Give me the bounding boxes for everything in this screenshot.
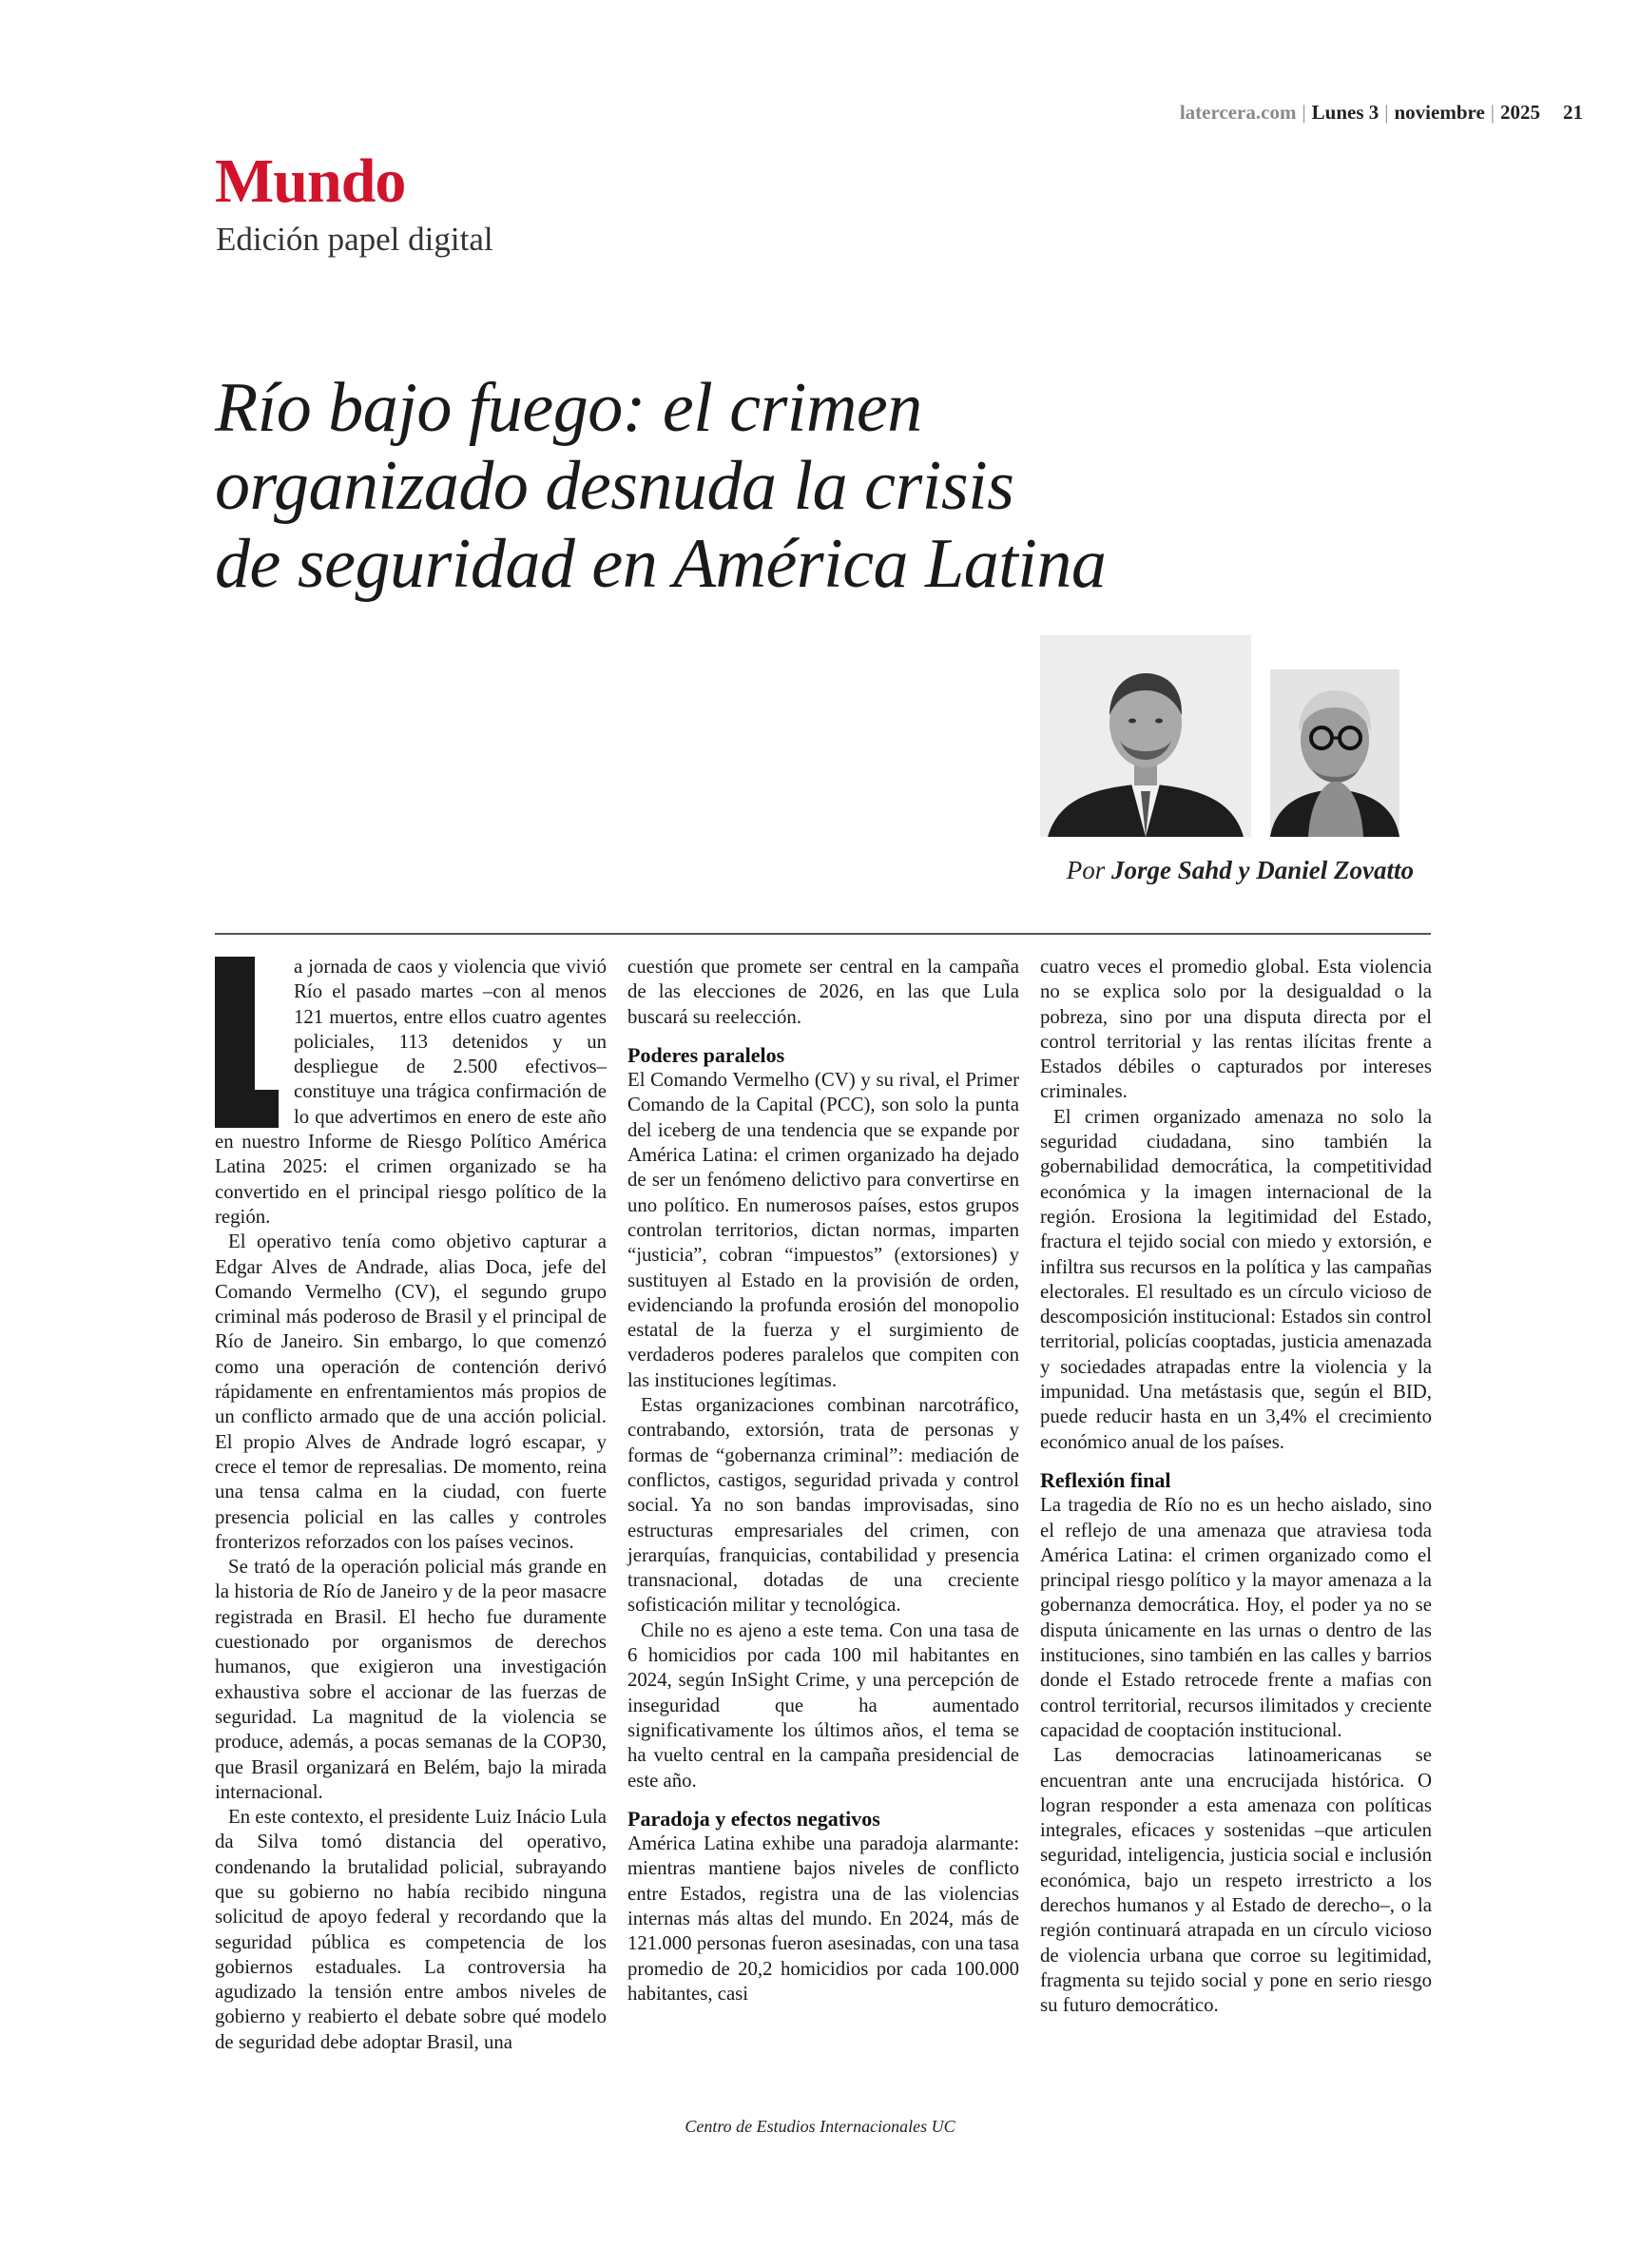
byline-prefix: Por	[1066, 856, 1106, 884]
byline	[0, 856, 1414, 885]
body-paragraph: Estas organizaciones combinan narcotráfico, contrabando, extorsión, trata de personas y formas de “gobernanza criminal”: mediación de conflictos, castigos, seguridad privada y control social. Ya no son bandas improvisadas, sino estructuras empresariales del crimen, con jerarquías, franquicias, contabilidad y presencia transnacional, dotadas de una creciente sofisticación militar y tecnológica.	[627, 1394, 1019, 1617]
portrait-illustration	[1040, 635, 1251, 837]
body-paragraph: cuestión que promete ser central en la campaña de las elecciones de 2026, en las que Lula buscará su reelección.	[627, 956, 1019, 1028]
masthead-month: noviembre	[1394, 101, 1485, 124]
section-subtitle: Edición papel digital	[216, 221, 493, 258]
masthead-year: 2025	[1500, 101, 1540, 124]
article-headline	[215, 369, 1403, 603]
headline-line: de seguridad en América Latina	[215, 525, 1107, 603]
masthead	[0, 101, 1583, 125]
portrait-illustration	[1270, 669, 1399, 837]
site-name[interactable]: latercera.com	[1179, 101, 1297, 124]
section-title: Mundo	[215, 146, 406, 216]
headline-line: organizado desnuda la crisis	[215, 447, 1014, 525]
masthead-separator: |	[1302, 101, 1306, 124]
body-paragraph: Las democracias latinoamericanas se encuentran ante una encrucijada histórica. O logran responder a esta amenaza con políticas integrales, eficaces y sostenidas –que articulen seguridad, inteligencia, justicia social e inclusión económica, bajo un respeto irrestricto a los derechos humanos y al Estado de derecho–, o la región continuará atrapada en un círculo vicioso de violencia urbana que corroe su legitimidad, fragmenta su tejido social y pone en serio riesgo su futuro democrático.	[1040, 1744, 1432, 2017]
body-paragraph: Chile no es ajeno a este tema. Con una tasa de 6 homicidios por cada 100 mil habitantes en 2024, según InSight Crime, y una percepción de inseguridad que ha aumentado significativamente los últimos años, el tema se ha vuelto central en la campaña presidencial de este año.	[627, 1619, 1019, 1792]
dropcap	[215, 957, 279, 1128]
body-paragraph: a jornada de caos y violencia que vivió Río el pasado martes –con al menos 121 muertos, entre ellos cuatro agentes policiales, 113 detenidos y un despliegue de 2.500 efectivos– constituye una trágica confirmación de lo que advertimos en enero de este año en nuestro Informe de Riesgo Político América Latina 2025: el crimen organizado se ha convertido en el principal riesgo político de la región.	[215, 956, 607, 1228]
article-column-1	[215, 955, 607, 2055]
page-number: 21	[1563, 101, 1583, 124]
masthead-separator: |	[1490, 101, 1495, 124]
body-paragraph: Se trató de la operación policial más grande en la historia de Río de Janeiro y de la peor masacre registrada en Brasil. El hecho fue duramente cuestionado por organismos de derechos humanos, que exigieron una investigación exhaustiva sobre el accionar de las fuerzas de seguridad. La magnitud de la violencia se produce, además, a pocas semanas de la COP30, que Brasil organizará en Belém, bajo la mirada internacional.	[215, 1556, 607, 1803]
subheading: Poderes paralelos	[627, 1042, 785, 1067]
masthead-day: Lunes 3	[1311, 101, 1380, 124]
body-paragraph: El operativo tenía como objetivo capturar a Edgar Alves de Andrade, alias Doca, jefe del Comando Vermelho (CV), el segundo grupo criminal más poderoso de Brasil y el principal de Río de Janeiro. Sin embargo, lo que comenzó como una operación de contención derivó rápidamente en enfrentamientos más propios de un conflicto armado que de una acción policial. El propio Alves de Andrade logró escapar, y crece el temor de represalias. De momento, reina una tensa calma en la ciudad, con fuerte presencia policial en las calles y controles fronterizos reforzados con los países vecinos.	[215, 1231, 607, 1553]
author-photo-jorge-sahd	[1040, 635, 1251, 837]
author-photo-daniel-zovatto	[1270, 669, 1399, 837]
subheading: Reflexión final	[1040, 1467, 1171, 1492]
article-column-2	[627, 955, 1019, 2006]
headline-line: Río bajo fuego: el crimen	[215, 369, 922, 447]
masthead-separator: |	[1384, 101, 1389, 124]
dropcap-foot	[215, 1090, 279, 1128]
subheading: Paradoja y efectos negativos	[627, 1806, 880, 1831]
body-paragraph: La tragedia de Río no es un hecho aislado, sino el reflejo de una amenaza que atraviesa toda América Latina: el crimen organizado como el principal riesgo político y la mayor amenaza a la gobernanza democrática. Hoy, el poder ya no se disputa únicamente en las urnas o dentro de las instituciones, sino también en las calles y barrios donde el Estado retrocede frente a mafias con control territorial, recursos ilimitados y creciente capacidad de cooptación institucional.	[1040, 1494, 1432, 1741]
divider-rule	[215, 933, 1431, 935]
body-paragraph: El Comando Vermelho (CV) y su rival, el Primer Comando de la Capital (PCC), son solo la punta del iceberg de una tendencia que se expande por América Latina: el crimen organizado ha dejado de ser un fenómeno delictivo para convertirse en uno político. En numerosos países, estos grupos controlan territorios, dictan normas, imparten “justicia”, cobran “impuestos” (extorsiones) y sustituyen al Estado en la provisión de orden, evidenciando la profunda erosión del monopolio estatal de la fuerza y el surgimiento de verdaderos poderes paralelos que compiten con las instituciones legítimas.	[627, 1069, 1019, 1391]
author-portraits	[1040, 635, 1411, 837]
footer-credit: Centro de Estudios Internacionales UC	[685, 2117, 955, 2136]
body-paragraph: El crimen organizado amenaza no solo la seguridad ciudadana, sino también la gobernabilidad democrática, la competitividad económica y la imagen internacional de la región. Erosiona la legitimidad del Estado, fractura el tejido social con miedo y extorsión, e infiltra sus recursos en la política y las campañas electorales. El resultado es un círculo vicioso de descomposición institucional: Estados sin control territorial, policías cooptadas, justicia amenazada y sociedades atrapadas entre la violencia y la impunidad. Una metástasis que, según el BID, puede reducir hasta en un 3,4% el crecimiento económico anual de los países.	[1040, 1105, 1432, 1453]
body-paragraph: cuatro veces el promedio global. Esta violencia no se explica solo por la desigualdad o la pobreza, sino por una disputa directa por el control territorial y las rentas ilícitas frente a Estados débiles o capturados por intereses criminales.	[1040, 956, 1432, 1103]
article-column-3	[1040, 955, 1432, 2018]
byline-authors[interactable]: Jorge Sahd y Daniel Zovatto	[1111, 856, 1414, 884]
body-paragraph: América Latina exhibe una paradoja alarmante: mientras mantiene bajos niveles de conflicto entre Estados, registra una de las violencias internas más altas del mundo. En 2024, más de 121.000 personas fueron asesinadas, con una tasa promedio de 20,2 homicidios por cada 100.000 habitantes, casi	[627, 1832, 1019, 2005]
body-paragraph: En este contexto, el presidente Luiz Inácio Lula da Silva tomó distancia del operativo, condenando la brutalidad policial, subrayando que su gobierno no había recibido ninguna solicitud de apoyo federal y recordando que la seguridad pública es competencia de los gobiernos estaduales. La controversia ha agudizado la tensión entre ambos niveles de gobierno y reabierto el debate sobre qué modelo de seguridad debe adoptar Brasil, una	[215, 1806, 607, 2053]
